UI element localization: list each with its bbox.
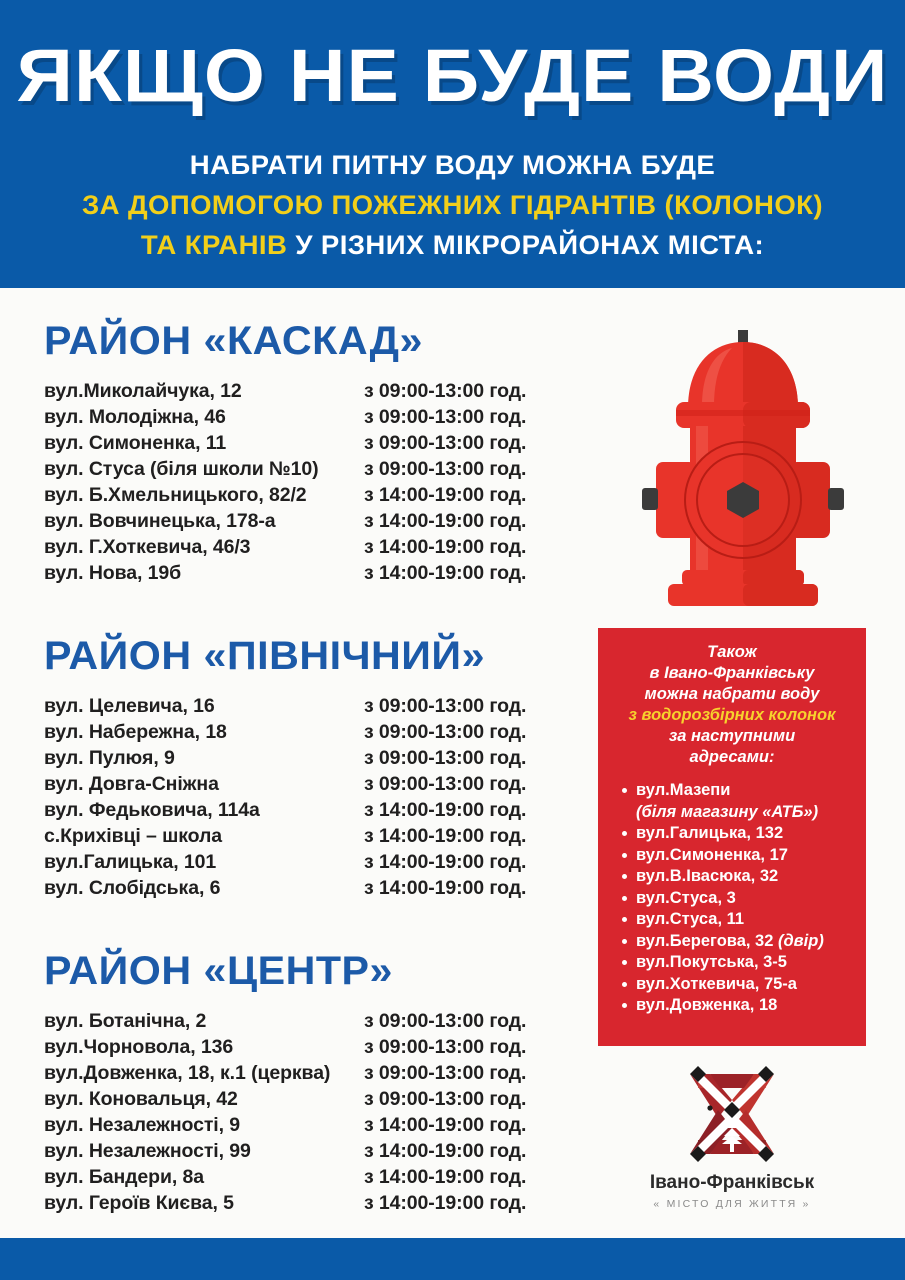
address-time: з 09:00-13:00 год. (364, 1036, 527, 1058)
address-row (44, 1060, 584, 1086)
redbox-heading-line-6: адресами: (689, 748, 775, 766)
address-row (44, 1190, 584, 1216)
ivano-frankivsk-logo-icon (676, 1062, 788, 1166)
address-text: вул.Миколайчука, 12 (44, 380, 242, 402)
address-time: з 09:00-13:00 год. (364, 1010, 527, 1032)
district-title: РАЙОН «ЦЕНТР» (44, 949, 393, 993)
additional-addresses-box (598, 628, 866, 1046)
address-row (44, 875, 584, 901)
address-row (44, 745, 584, 771)
address-time: з 14:00-19:00 год. (364, 1140, 527, 1162)
city-logo-name: Івано-Франківськ (649, 1172, 815, 1193)
address-row (44, 719, 584, 745)
district-section-kaskad (44, 318, 584, 586)
bullet-icon (622, 917, 627, 922)
redbox-address-text: вул.Довженка, 18 (636, 996, 778, 1014)
redbox-heading-line-1: Також (707, 643, 757, 661)
address-row (44, 771, 584, 797)
redbox-address-text: вул.Стуса, 11 (636, 910, 745, 928)
address-time: з 14:00-19:00 год. (364, 536, 527, 558)
footer-bar (0, 1238, 905, 1280)
address-text: вул. Пулюя, 9 (44, 747, 175, 769)
address-time: з 09:00-13:00 год. (364, 695, 527, 717)
address-text: вул.Галицька, 101 (44, 851, 217, 873)
district-section-pivnichnyi (44, 633, 584, 901)
redbox-address-list (610, 780, 854, 1017)
address-text: вул. Вовчинецька, 178-а (44, 510, 276, 532)
address-row (44, 378, 584, 404)
address-text: вул.Чорновола, 136 (44, 1036, 234, 1058)
district-rows (44, 693, 584, 901)
redbox-list-item (610, 931, 854, 953)
address-time: з 09:00-13:00 год. (364, 747, 527, 769)
bullet-icon (622, 853, 627, 858)
address-text: вул. Героїв Києва, 5 (44, 1192, 234, 1214)
redbox-list-item (610, 866, 854, 888)
address-row (44, 534, 584, 560)
address-row (44, 693, 584, 719)
address-text: вул. Нова, 19б (44, 562, 182, 584)
poster-header (0, 0, 905, 288)
header-subtitle-line-2: ЗА ДОПОМОГОЮ ПОЖЕЖНИХ ГІДРАНТІВ (КОЛОНОК) (82, 190, 823, 220)
address-row (44, 823, 584, 849)
bullet-icon (622, 831, 627, 836)
redbox-address-text: вул.В.Івасюка, 32 (636, 867, 779, 885)
address-text: вул.Довженка, 18, к.1 (церква) (44, 1062, 331, 1084)
address-time: з 14:00-19:00 год. (364, 825, 527, 847)
address-time: з 09:00-13:00 год. (364, 721, 527, 743)
redbox-heading-line-5: за наступними (668, 727, 796, 745)
bullet-icon (622, 896, 627, 901)
page-title: ЯКЩО НЕ БУДЕ ВОДИ (16, 34, 889, 117)
bullet-icon (622, 788, 627, 793)
address-row (44, 508, 584, 534)
bullet-icon (622, 960, 627, 965)
address-row (44, 1086, 584, 1112)
address-time: з 14:00-19:00 год. (364, 799, 527, 821)
fire-hydrant-illustration (628, 322, 858, 614)
redbox-address-subnote: (біля магазину «АТБ») (636, 802, 819, 821)
district-section-tsentr (44, 948, 584, 1216)
district-rows (44, 1008, 584, 1216)
address-row (44, 1034, 584, 1060)
address-text: вул. Г.Хоткевича, 46/3 (44, 536, 251, 558)
redbox-address-text: вул.Покутська, 3-5 (636, 953, 787, 971)
district-title: РАЙОН «КАСКАД» (44, 319, 423, 363)
address-time: з 14:00-19:00 год. (364, 484, 527, 506)
address-text: вул. Коновальця, 42 (44, 1088, 238, 1110)
redbox-list-item (610, 952, 854, 974)
redbox-heading-line-4-accent: з водорозбірних колонок (628, 706, 836, 724)
address-time: з 14:00-19:00 год. (364, 1114, 527, 1136)
bullet-icon (622, 874, 627, 879)
address-time: з 09:00-13:00 год. (364, 1062, 527, 1084)
redbox-list-item (610, 909, 854, 931)
address-text: вул. Ботанічна, 2 (44, 1010, 207, 1032)
address-time: з 09:00-13:00 год. (364, 458, 527, 480)
redbox-address-text: вул.Симоненка, 17 (636, 845, 788, 864)
address-text: с.Крихівці – школа (44, 825, 223, 847)
address-time: з 14:00-19:00 год. (364, 877, 527, 899)
redbox-address-text: вул.Хоткевича, 75-а (636, 974, 797, 993)
address-text: вул. Б.Хмельницького, 82/2 (44, 484, 307, 506)
redbox-address-note: (двір) (773, 931, 824, 950)
fire-hydrant-icon (628, 322, 858, 614)
address-time: з 14:00-19:00 год. (364, 1192, 527, 1214)
address-time: з 14:00-19:00 год. (364, 510, 527, 532)
address-text: вул. Бандери, 8а (44, 1166, 204, 1188)
header-subtitle-rest: У РІЗНИХ МІКРОРАЙОНАХ МІСТА: (287, 230, 765, 260)
redbox-address-text: вул.Мазепи (636, 781, 731, 799)
redbox-address-text: вул.Галицька, 132 (636, 824, 784, 842)
address-time: з 09:00-13:00 год. (364, 432, 527, 454)
address-row (44, 1008, 584, 1034)
redbox-list-item (610, 780, 854, 823)
city-logo (620, 1062, 844, 1222)
address-text: вул. Федьковича, 114а (44, 799, 260, 821)
redbox-list-item (610, 823, 854, 845)
address-row (44, 404, 584, 430)
city-logo-tagline: « МІСТО ДЛЯ ЖИТТЯ » (653, 1198, 811, 1210)
header-subtitle-line-1: НАБРАТИ ПИТНУ ВОДУ МОЖНА БУДЕ (189, 150, 716, 180)
district-rows (44, 378, 584, 586)
address-row (44, 456, 584, 482)
address-text: вул. Целевича, 16 (44, 695, 215, 717)
redbox-address-text: вул.Берегова, 32 (636, 931, 774, 950)
address-row (44, 849, 584, 875)
address-row (44, 1112, 584, 1138)
address-row (44, 430, 584, 456)
district-title: РАЙОН «ПІВНІЧНИЙ» (44, 634, 486, 678)
address-text: вул. Довга-Сніжна (44, 773, 219, 795)
redbox-list-item (610, 995, 854, 1017)
address-text: вул. Стуса (біля школи №10) (44, 458, 319, 480)
redbox-list-item (610, 845, 854, 867)
address-row (44, 482, 584, 508)
redbox-list-item (610, 974, 854, 996)
address-text: вул. Молодіжна, 46 (44, 406, 226, 428)
redbox-list-item (610, 888, 854, 910)
address-time: з 09:00-13:00 год. (364, 773, 527, 795)
address-row (44, 797, 584, 823)
address-time: з 14:00-19:00 год. (364, 1166, 527, 1188)
address-time: з 09:00-13:00 год. (364, 380, 527, 402)
address-text: вул. Незалежності, 9 (44, 1114, 240, 1136)
address-row (44, 1138, 584, 1164)
address-text: вул. Слобідська, 6 (44, 877, 221, 899)
address-row (44, 560, 584, 586)
address-time: з 09:00-13:00 год. (364, 406, 527, 428)
redbox-address-text: вул.Стуса, 3 (636, 888, 736, 907)
bullet-icon (622, 939, 627, 944)
redbox-heading-line-2: в Івано-Франківську (649, 664, 815, 682)
redbox-heading (610, 642, 854, 768)
address-time: з 14:00-19:00 год. (364, 562, 527, 584)
bullet-icon (622, 982, 627, 987)
address-text: вул. Незалежності, 99 (44, 1140, 251, 1162)
header-subtitle-accent: ТА КРАНІВ (140, 230, 288, 260)
address-time: з 09:00-13:00 год. (364, 1088, 527, 1110)
address-row (44, 1164, 584, 1190)
header-subtitle-line-3 (0, 228, 905, 262)
redbox-heading-line-3: можна набрати воду (644, 685, 820, 703)
address-text: вул. Симоненка, 11 (44, 432, 227, 454)
address-time: з 14:00-19:00 год. (364, 851, 527, 873)
address-text: вул. Набережна, 18 (44, 721, 227, 743)
bullet-icon (622, 1003, 627, 1008)
